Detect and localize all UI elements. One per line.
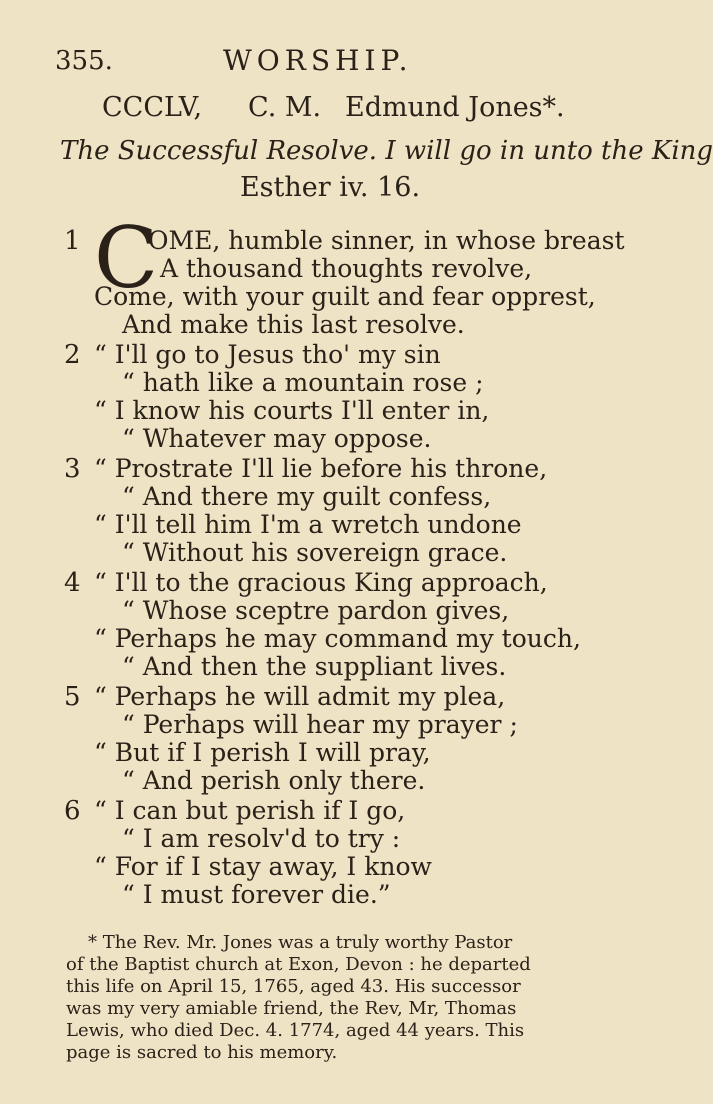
stanza-number: 6: [64, 796, 81, 826]
hymn-header: [60, 92, 600, 132]
verse-line: “ But if I perish I will pray,: [94, 738, 431, 767]
verse-line: “ And perish only there.: [122, 766, 426, 795]
verse-line: “ Without his sovereign grace.: [122, 538, 508, 567]
verse-line: “ And there my guilt confess,: [122, 482, 492, 511]
verse-line: And make this last resolve.: [122, 310, 465, 339]
stanza-number: 4: [64, 568, 81, 598]
verse-line: “ Whatever may oppose.: [122, 424, 432, 453]
hymn-author: Edmund Jones*.: [345, 92, 565, 123]
page-number: 355.: [55, 46, 113, 76]
footnote-line: Lewis, who died Dec. 4. 1774, aged 44 years. This: [66, 1020, 525, 1041]
drop-cap: C: [94, 209, 159, 307]
verse-line: “ For if I stay away, I know: [94, 852, 432, 881]
stanza-number: 3: [64, 454, 81, 484]
scripture-reference: Esther iv. 16.: [239, 172, 421, 203]
verse-line: OME, humble sinner, in whose breast: [148, 226, 625, 255]
verse-line: “ I know his courts I'll enter in,: [94, 396, 490, 425]
footnote-line: page is sacred to his memory.: [66, 1042, 338, 1063]
hymn-number: CCCLV,: [102, 92, 203, 123]
verse-line: “ Perhaps he will admit my plea,: [94, 682, 506, 711]
verse-line: “ I am resolv'd to try :: [122, 824, 401, 853]
verse-line: “ I'll tell him I'm a wretch undone: [94, 510, 522, 539]
stanza-number: 2: [64, 340, 81, 370]
hymn-subtitle: The Successful Resolve. I will go in unto the King: [60, 136, 713, 166]
verse-line: “ I must forever die.”: [122, 880, 391, 909]
footnote-line: this life on April 15, 1765, aged 43. His successor: [66, 976, 521, 997]
hymn-meter: C. M.: [248, 92, 322, 123]
verse-line: “ I'll to the gracious King approach,: [94, 568, 548, 597]
stanza-number: 1: [64, 226, 81, 256]
verse-line: “ hath like a mountain rose ;: [122, 368, 484, 397]
footnote-line: of the Baptist church at Exon, Devon : he departed: [66, 954, 531, 975]
footnote-line: was my very amiable friend, the Rev, Mr, Thomas: [66, 998, 517, 1019]
verse-line: “ I'll go to Jesus tho' my sin: [94, 340, 441, 369]
running-head: [55, 42, 600, 82]
verse-line: A thousand thoughts revolve,: [160, 254, 533, 283]
stanza-number: 5: [64, 682, 81, 712]
footnote-line: * The Rev. Mr. Jones was a truly worthy Pastor: [88, 932, 513, 953]
verse-line: “ Prostrate I'll lie before his throne,: [94, 454, 548, 483]
footnote: [66, 932, 596, 1072]
verse-line: “ Perhaps he may command my touch,: [94, 624, 581, 653]
verse-line: “ I can but perish if I go,: [94, 796, 406, 825]
verse-line: Come, with your guilt and fear opprest,: [94, 282, 596, 311]
verse-line: “ Whose sceptre pardon gives,: [122, 596, 510, 625]
verse-line: “ Perhaps will hear my prayer ;: [122, 710, 518, 739]
running-title: WORSHIP.: [223, 44, 413, 77]
verse-line: “ And then the suppliant lives.: [122, 652, 507, 681]
